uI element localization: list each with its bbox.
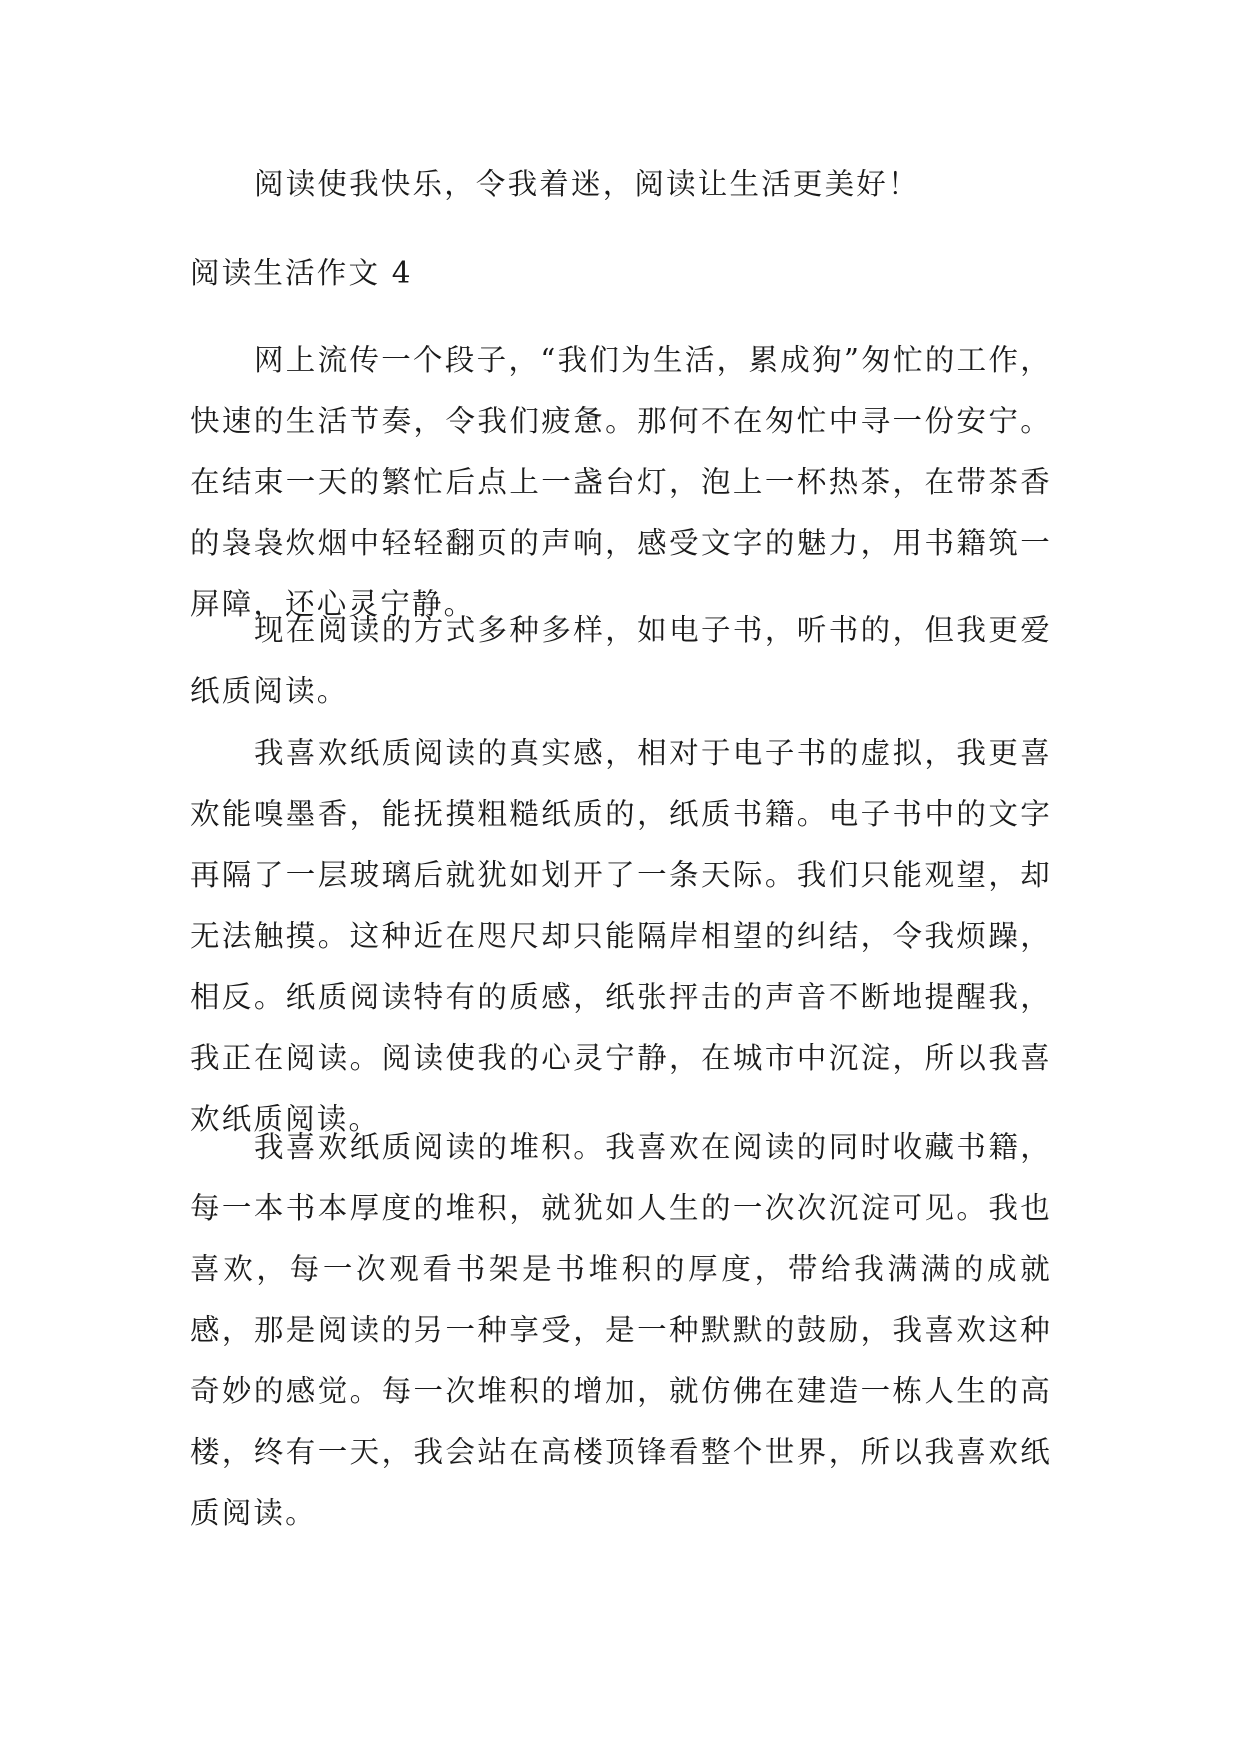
body-paragraph: 我喜欢纸质阅读的真实感，相对于电子书的虚拟，我更喜欢能嗅墨香，能抚摸粗糙纸质的，纸质书籍。电子书中的文字再隔了一层玻璃后就犹如划开了一条天际。我们只能观望，却无法触摸。这种近在咫尺却只能隔岸相望的纠结，令我烦躁，相反。纸质阅读特有的质感，纸张抨击的声音不断地提醒我，我正在阅读。阅读使我的心灵宁静，在城市中沉淀，所以我喜欢纸质阅读。: [190, 736, 1052, 1136]
intro-paragraph: 阅读使我快乐，令我着迷，阅读让生活更美好！: [254, 167, 920, 201]
body-paragraph: 网上流传一个段子，“我们为生活，累成狗”匆忙的工作，快速的生活节奏，令我们疲惫。那何不在匆忙中寻一份安宁。在结束一天的繁忙后点上一盏台灯，泡上一杯热茶，在带茶香的袅袅炊烟中轻轻翻页的声响，感受文字的魅力，用书籍筑一屏障，还心灵宁静。: [190, 343, 1052, 621]
section-title: 阅读生活作文 4: [190, 256, 413, 290]
body-paragraph: 我喜欢纸质阅读的堆积。我喜欢在阅读的同时收藏书籍，每一本书本厚度的堆积，就犹如人生的一次次沉淀可见。我也喜欢，每一次观看书架是书堆积的厚度，带给我满满的成就感，那是阅读的另一种享受，是一种默默的鼓励，我喜欢这种奇妙的感觉。每一次堆积的增加，就仿佛在建造一栋人生的高楼，终有一天，我会站在高楼顶锋看整个世界，所以我喜欢纸质阅读。: [190, 1130, 1052, 1530]
body-paragraph: 现在阅读的方式多种多样，如电子书，听书的，但我更爱纸质阅读。: [190, 613, 1052, 708]
